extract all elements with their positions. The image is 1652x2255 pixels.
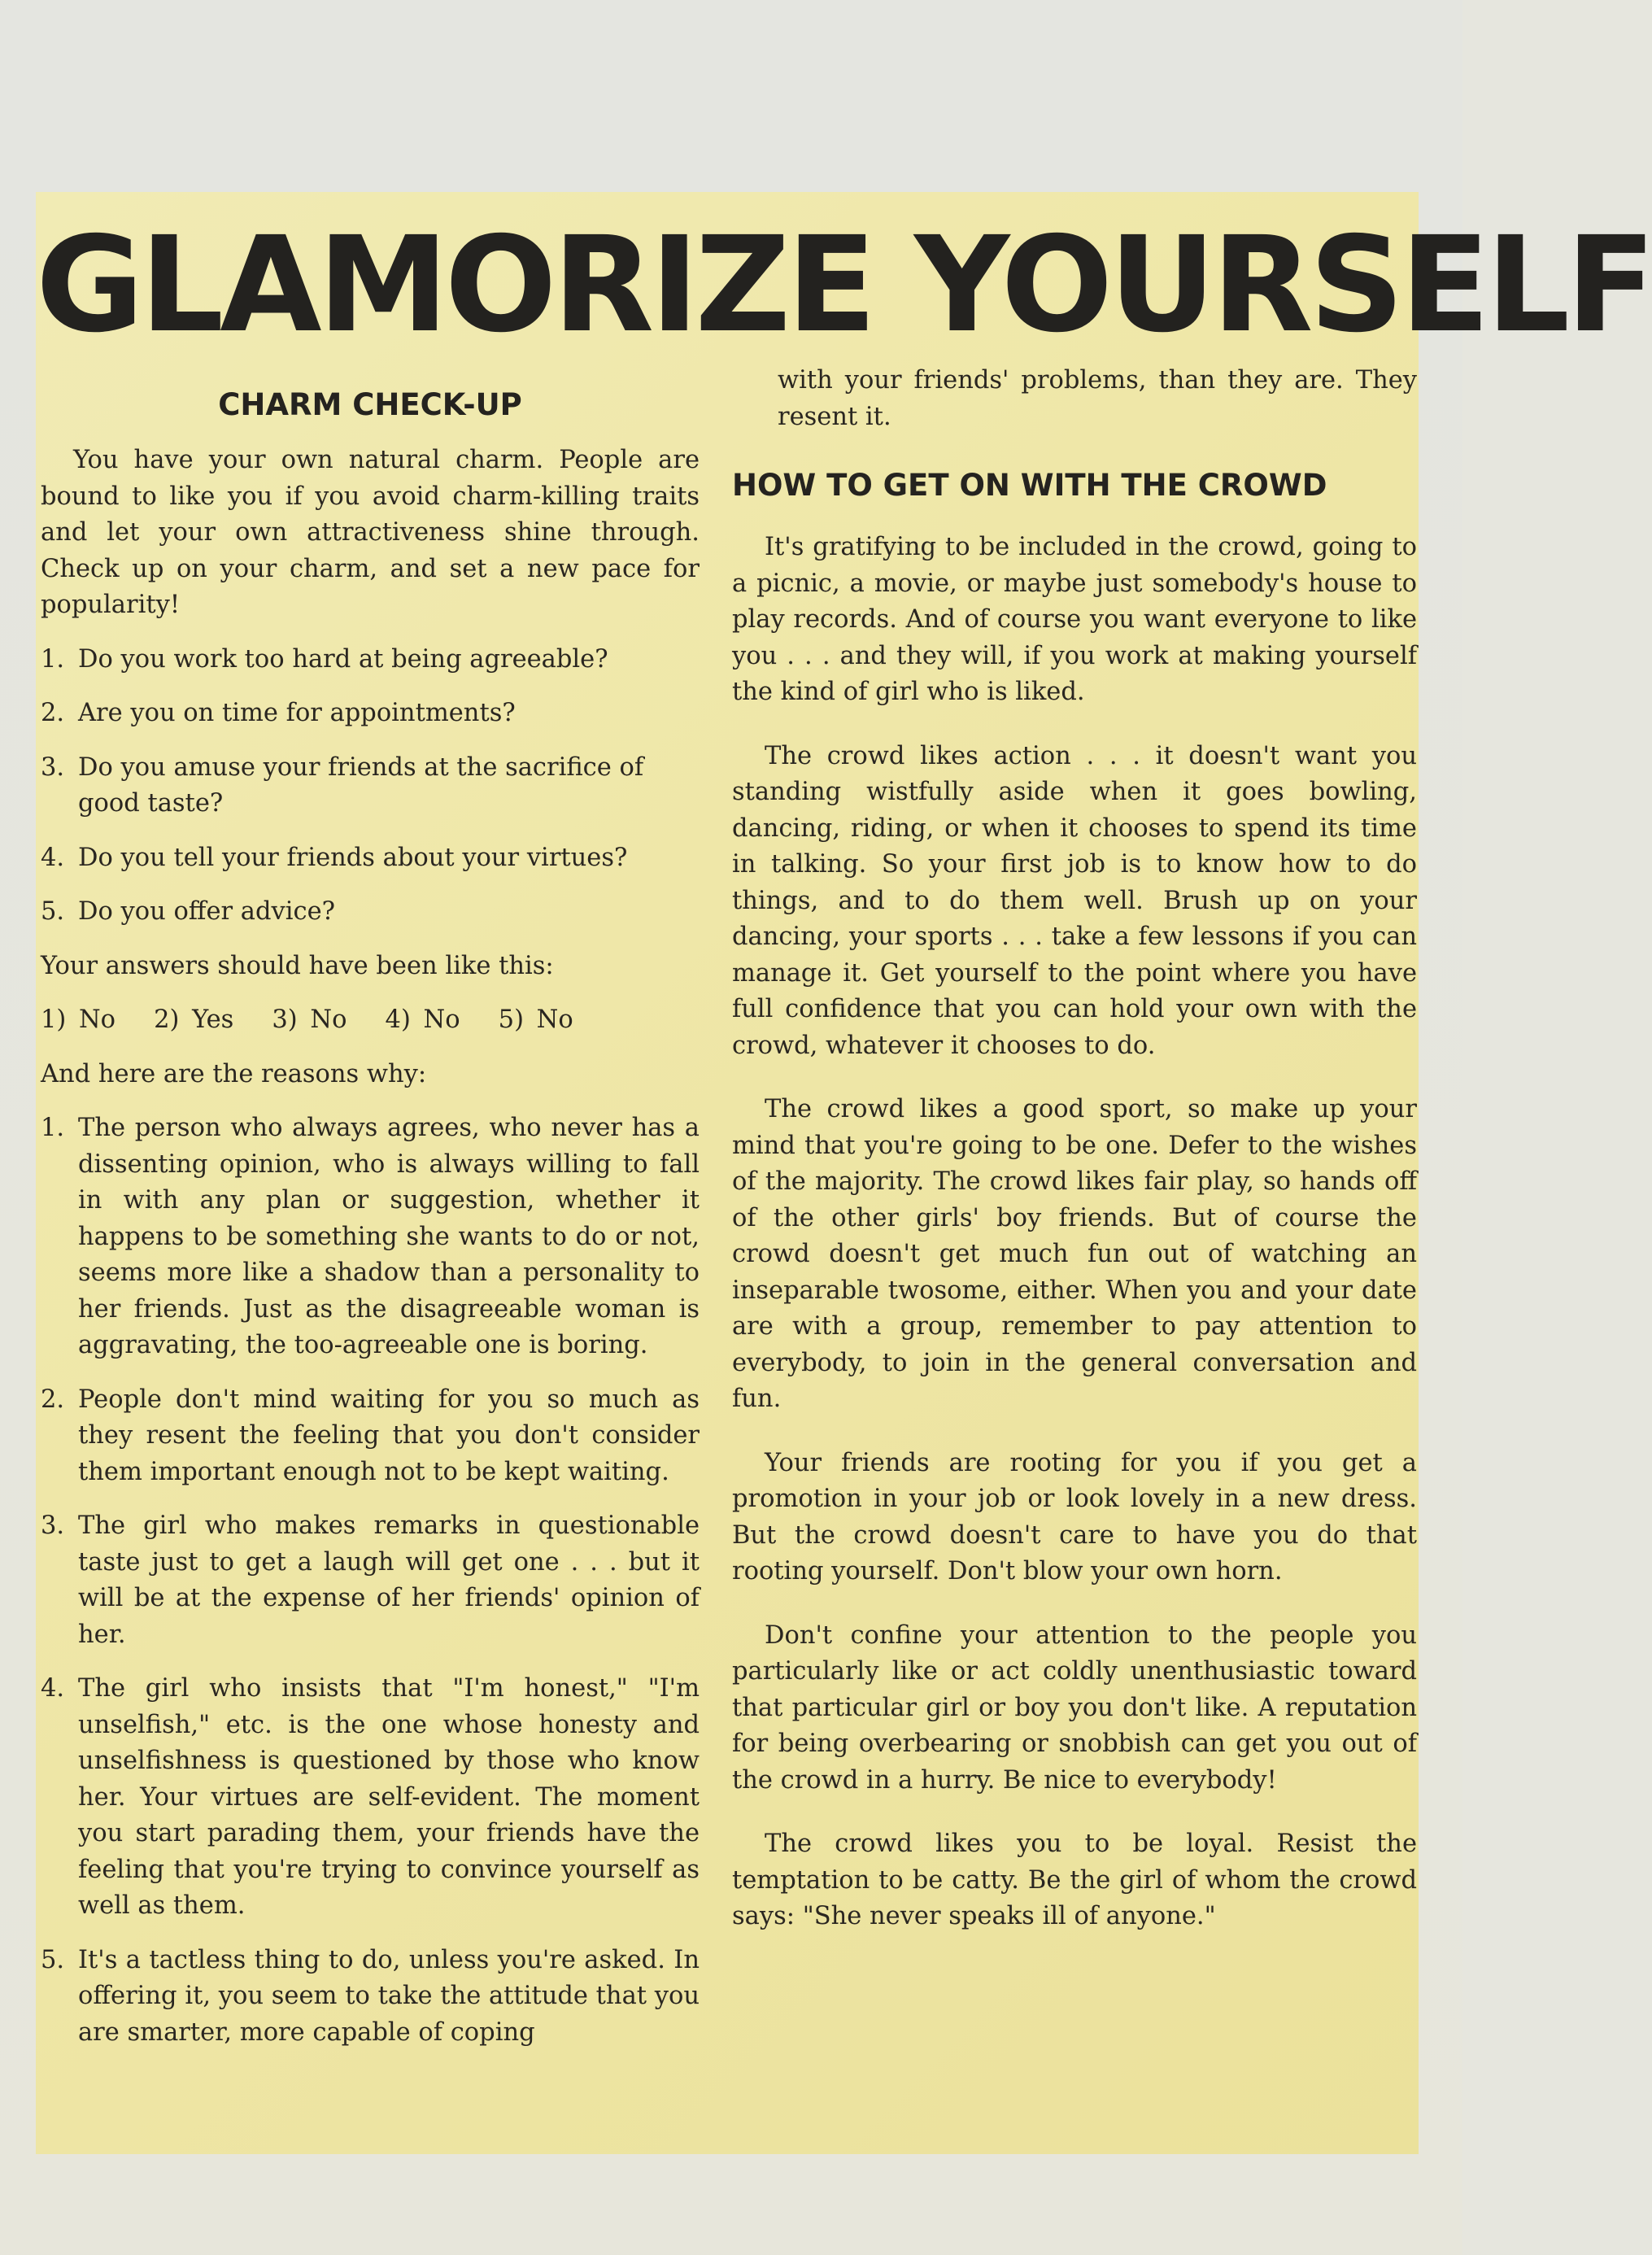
answers-label: Your answers should have been like this: [41,951,554,980]
question-text: Are you on time for appointments? [78,699,516,727]
page-title: GLAMORIZE YOURSELF [36,209,1652,362]
reasons-list [41,1110,700,2051]
question-text: Do you tell your friends about your virtues? [78,843,628,872]
list-item [41,840,700,877]
list-item [41,1508,700,1653]
reason-number: 2. [41,1385,65,1414]
answers-line: 1) No 2) Yes 3) No 4) No 5) No [41,1005,573,1034]
question-number: 5. [41,897,65,926]
reason-number: 4. [41,1674,65,1703]
reason-text: The girl who insists that "I'm honest," "I'm unselfish," etc. is the one whose honesty and unselfishness is questioned by those who know her. Your virtues are self-evident. The moment you start parading them, your friends have the feeling that you're trying to convince yourself as well as them. [78,1674,700,1920]
section-heading-crowd: HOW TO GET ON WITH THE CROWD [732,468,1327,503]
question-number: 4. [41,843,65,872]
reason-number: 3. [41,1511,65,1540]
list-item [41,1110,700,1364]
list-item [41,642,700,678]
reason-text: The girl who makes remarks in questionable taste just to get a laugh will get one . . . but it will be at the expense of her friends' opinion of her. [78,1511,700,1649]
question-number: 1. [41,644,65,674]
paragraph: Don't confine your attention to the people you particularly like or act coldly unenthusiastic toward that particular girl or boy you don't like. A reputation for being overbearing or snobbish can get you out of the crowd in a hurry. Be nice to everybody! [732,1620,1417,1795]
question-text: Do you offer advice? [78,897,335,926]
paragraph: The crowd likes action . . . it doesn't want you standing wistfully aside when it goes bowling, dancing, riding, or when it chooses to spend its time in talking. So your first job is to know how to do things, and to do them well. Brush up on your dancing, your sports . . . take a few lessons if you can manage it. Get yourself to the point where you have full confidence that you can hold your own with the crowd, whatever it chooses to do. [732,741,1417,1060]
list-item [41,894,700,931]
left-column [41,363,700,2069]
reason-text: The person who always agrees, who never has a dissenting opinion, who is always willing to fall in with any plan or suggestion, whether it happens to be something she wants to do or not, seems more like a shadow than a personality to her friends. Just as the disagreeable woman is aggravating, the too-agreeable one is boring. [78,1114,700,1359]
reason-text: People don't mind waiting for you so much as they resent the feeling that you don't consider them important enough not to be kept waiting. [78,1385,700,1486]
intro-paragraph: You have your own natural charm. People are bound to like you if you avoid charm-killing traits and let your own attractiveness shine through. Check up on your charm, and set a new pace for popularity! [41,446,700,619]
question-number: 2. [41,699,65,727]
list-item [41,1382,700,1491]
continuation-text: with your friends' problems, than they are. They resent it. [778,366,1417,431]
question-number: 3. [41,752,65,782]
reason-text: It's a tactless thing to do, unless you're asked. In offering it, you seem to take the attitude that you are smarter, more capable of coping [78,1945,700,2047]
list-item [41,750,700,822]
question-text: Do you work too hard at being agreeable? [78,644,608,674]
list-item [41,1671,700,1925]
reasons-label: And here are the reasons why: [41,1059,427,1088]
reason-number: 5. [41,1945,65,1974]
paragraph: The crowd likes you to be loyal. Resist the temptation to be catty. Be the girl of whom the crowd says: "She never speaks ill of anyone." [732,1830,1417,1930]
right-column [732,363,1417,1953]
list-item [41,696,700,732]
paragraph: The crowd likes a good sport, so make up your mind that you're going to be one. Defer to the wishes of the majority. The crowd likes fair play, so hands off of the other girls' boy friends. But of course the crowd doesn't get much fun out of watching an inseparable twosome, either. When you and your date are with a group, remember to pay attention to everybody, to join in the general conversation and fun. [732,1095,1417,1413]
paragraph: Your friends are rooting for you if you get a promotion in your job or look lovely in a new dress. But the crowd doesn't care to have you do that rooting yourself. Don't blow your own horn. [732,1448,1417,1585]
question-list [41,642,700,931]
paragraph: It's gratifying to be included in the crowd, going to a picnic, a movie, or maybe just somebody's house to play records. And of course you want everyone to like you . . . and they will, if you work at making yourself the kind of girl who is liked. [732,533,1417,706]
reason-number: 1. [41,1114,65,1142]
list-item [41,1943,700,2052]
article-panel [36,192,1652,2154]
section-heading-charm: CHARM CHECK-UP [218,387,522,422]
question-text: Do you amuse your friends at the sacrifice of good taste? [78,752,644,818]
